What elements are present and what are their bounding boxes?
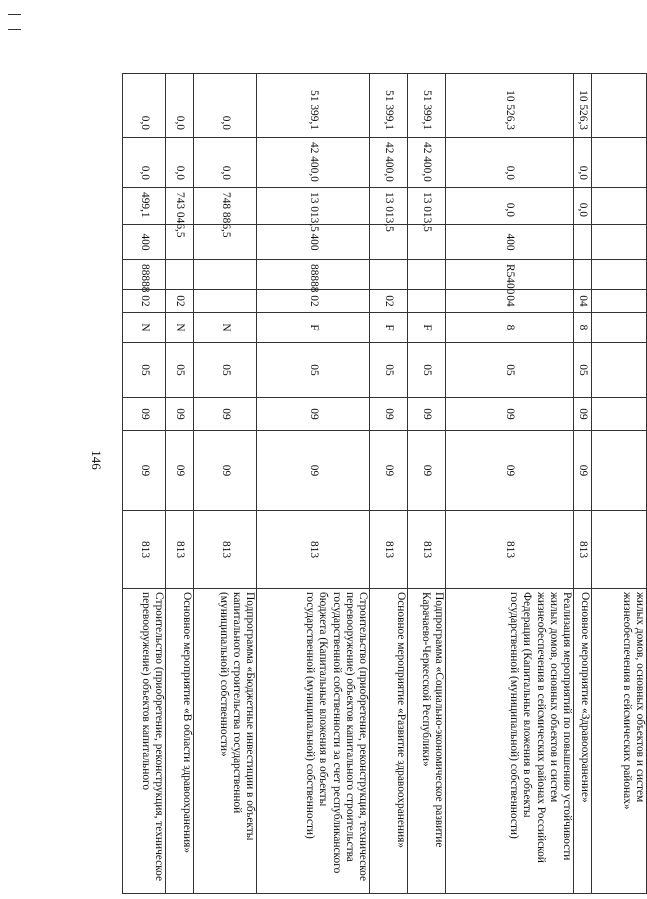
amount-2-cell [592, 138, 647, 188]
table-row [370, 74, 408, 894]
direction-code-cell: R5400 [446, 260, 574, 290]
amount-3-cell: 0,0 [194, 74, 257, 138]
subprogram-cell: 8 [574, 313, 592, 343]
main-activity-cell [194, 290, 257, 313]
main-activity-cell: 02 [370, 290, 408, 313]
subprogram-cell: F [370, 313, 408, 343]
admin-code-cell: 813 [194, 511, 257, 589]
subsection-cell [592, 398, 647, 431]
subprogram-cell: N [166, 313, 194, 343]
section-cell [592, 431, 647, 511]
section-cell: 09 [446, 431, 574, 511]
admin-code-cell: 813 [257, 511, 370, 589]
amount-2-cell: 0,0 [574, 138, 592, 188]
subsection-cell: 09 [194, 398, 257, 431]
section-cell: 09 [166, 431, 194, 511]
page-number: 146 [88, 450, 104, 470]
program-cell: 05 [194, 343, 257, 398]
item-name-cell: Основное мероприятие «Развитие здравоохранения» [370, 589, 408, 894]
subsection-cell: 09 [123, 398, 166, 431]
main-activity-cell: 04 [446, 290, 574, 313]
table-row [166, 74, 194, 894]
main-activity-cell: 02 [257, 290, 370, 313]
item-name-cell: жилых домов, основных объектов и систем жизнеобеспечения в сейсмических районах» [592, 589, 647, 894]
amount-2-cell: 42 400,0 [408, 138, 446, 188]
amount-3-cell: 51 399,1 [408, 74, 446, 138]
amount-3-cell: 0,0 [123, 74, 166, 138]
subsection-cell: 09 [370, 398, 408, 431]
direction-code-cell [194, 260, 257, 290]
item-name-cell: Основное мероприятие «Здравоохранение» [574, 589, 592, 894]
item-name-cell: Строительство (приобретение, реконструкция, техническое перевооружение) объектов капитального строительства государственной собственности за счет республиканского бюджета (Капитальные вложения в объекты государственной (муниципальной) собственности) [257, 589, 370, 894]
section-cell: 09 [408, 431, 446, 511]
main-activity-cell [592, 290, 647, 313]
subsection-cell: 09 [446, 398, 574, 431]
admin-code-cell: 813 [446, 511, 574, 589]
budget-table [122, 73, 647, 894]
program-cell: 05 [408, 343, 446, 398]
section-cell: 09 [370, 431, 408, 511]
direction-code-cell [408, 260, 446, 290]
table-row [257, 74, 370, 894]
subsection-cell: 09 [166, 398, 194, 431]
program-cell: 05 [370, 343, 408, 398]
subsection-cell: 09 [574, 398, 592, 431]
amount-2-cell: 0,0 [446, 138, 574, 188]
amount-3-cell: 10 526,3 [446, 74, 574, 138]
table-row [446, 74, 574, 894]
expense-type-cell: 400 [446, 225, 574, 260]
amount-2-cell: 42 400,0 [370, 138, 408, 188]
main-activity-cell: 04 [574, 290, 592, 313]
amount-1-cell: 13 013,5 [370, 188, 408, 225]
amount-1-cell: 743 046,5 [166, 188, 194, 225]
admin-code-cell: 813 [370, 511, 408, 589]
amount-2-cell: 0,0 [166, 138, 194, 188]
admin-code-cell: 813 [166, 511, 194, 589]
direction-code-cell: 88888 [257, 260, 370, 290]
main-activity-cell [408, 290, 446, 313]
expense-type-cell: 400 [257, 225, 370, 260]
amount-1-cell [592, 188, 647, 225]
expense-type-cell [592, 225, 647, 260]
subprogram-cell: N [123, 313, 166, 343]
item-name-cell: Подпрограмма «Социально-экономическое развитие Карачаево-Черкесской Республики» [408, 589, 446, 894]
amount-1-cell: 499,1 [123, 188, 166, 225]
expense-type-cell [574, 225, 592, 260]
expense-type-cell: 400 [123, 225, 166, 260]
amount-1-cell: 0,0 [574, 188, 592, 225]
subsection-cell: 09 [257, 398, 370, 431]
direction-code-cell [370, 260, 408, 290]
amount-1-cell: 0,0 [446, 188, 574, 225]
table-row [123, 74, 166, 894]
table-row [592, 74, 647, 894]
amount-2-cell: 0,0 [123, 138, 166, 188]
direction-code-cell: 88888 [123, 260, 166, 290]
admin-code-cell [592, 511, 647, 589]
item-name-cell: Реализация мероприятий по повышению устойчивости жилых домов, основных объектов и систем жизнеобеспечения в сейсмических районах Российской Федерации (Капитальные вложения в объекты государственной (муниципальной) собственности) [446, 589, 574, 894]
direction-code-cell [592, 260, 647, 290]
amount-2-cell: 42 400,0 [257, 138, 370, 188]
main-activity-cell: 02 [166, 290, 194, 313]
budget-table-sheet [139, 73, 647, 893]
item-name-cell: Строительство (приобретение, реконструкция, техническое перевооружение) объектов капитального [123, 589, 166, 894]
program-cell: 05 [257, 343, 370, 398]
admin-code-cell: 813 [123, 511, 166, 589]
direction-code-cell [574, 260, 592, 290]
section-cell: 09 [194, 431, 257, 511]
item-name-cell: Основное мероприятие «В области здравоохранения» [166, 589, 194, 894]
subsection-cell: 09 [408, 398, 446, 431]
amount-3-cell: 10 526,3 [574, 74, 592, 138]
amount-2-cell: 0,0 [194, 138, 257, 188]
item-name-cell: Подпрограмма «Бюджетные инвестиции в объекты капитального строительства государственной (муниципальной) собственности» [194, 589, 257, 894]
subprogram-cell: F [257, 313, 370, 343]
program-cell [592, 343, 647, 398]
admin-code-cell: 813 [574, 511, 592, 589]
program-cell: 05 [574, 343, 592, 398]
section-cell: 09 [123, 431, 166, 511]
amount-3-cell: 51 399,1 [257, 74, 370, 138]
subprogram-cell [592, 313, 647, 343]
main-activity-cell: 02 [123, 290, 166, 313]
amount-1-cell: 13 013,5 [257, 188, 370, 225]
subprogram-cell: 8 [446, 313, 574, 343]
table-row [194, 74, 257, 894]
amount-3-cell: 51 399,1 [370, 74, 408, 138]
admin-code-cell: 813 [408, 511, 446, 589]
direction-code-cell [166, 260, 194, 290]
amount-3-cell: 0,0 [166, 74, 194, 138]
subprogram-cell: F [408, 313, 446, 343]
table-row [574, 74, 592, 894]
section-cell: 09 [257, 431, 370, 511]
amount-3-cell [592, 74, 647, 138]
subprogram-cell: N [194, 313, 257, 343]
corner-mark-bottom [8, 29, 21, 30]
corner-mark-top [8, 14, 21, 15]
amount-1-cell: 13 013,5 [408, 188, 446, 225]
section-cell: 09 [574, 431, 592, 511]
program-cell: 05 [446, 343, 574, 398]
amount-1-cell: 748 886,5 [194, 188, 257, 225]
program-cell: 05 [166, 343, 194, 398]
program-cell: 05 [123, 343, 166, 398]
table-row [408, 74, 446, 894]
